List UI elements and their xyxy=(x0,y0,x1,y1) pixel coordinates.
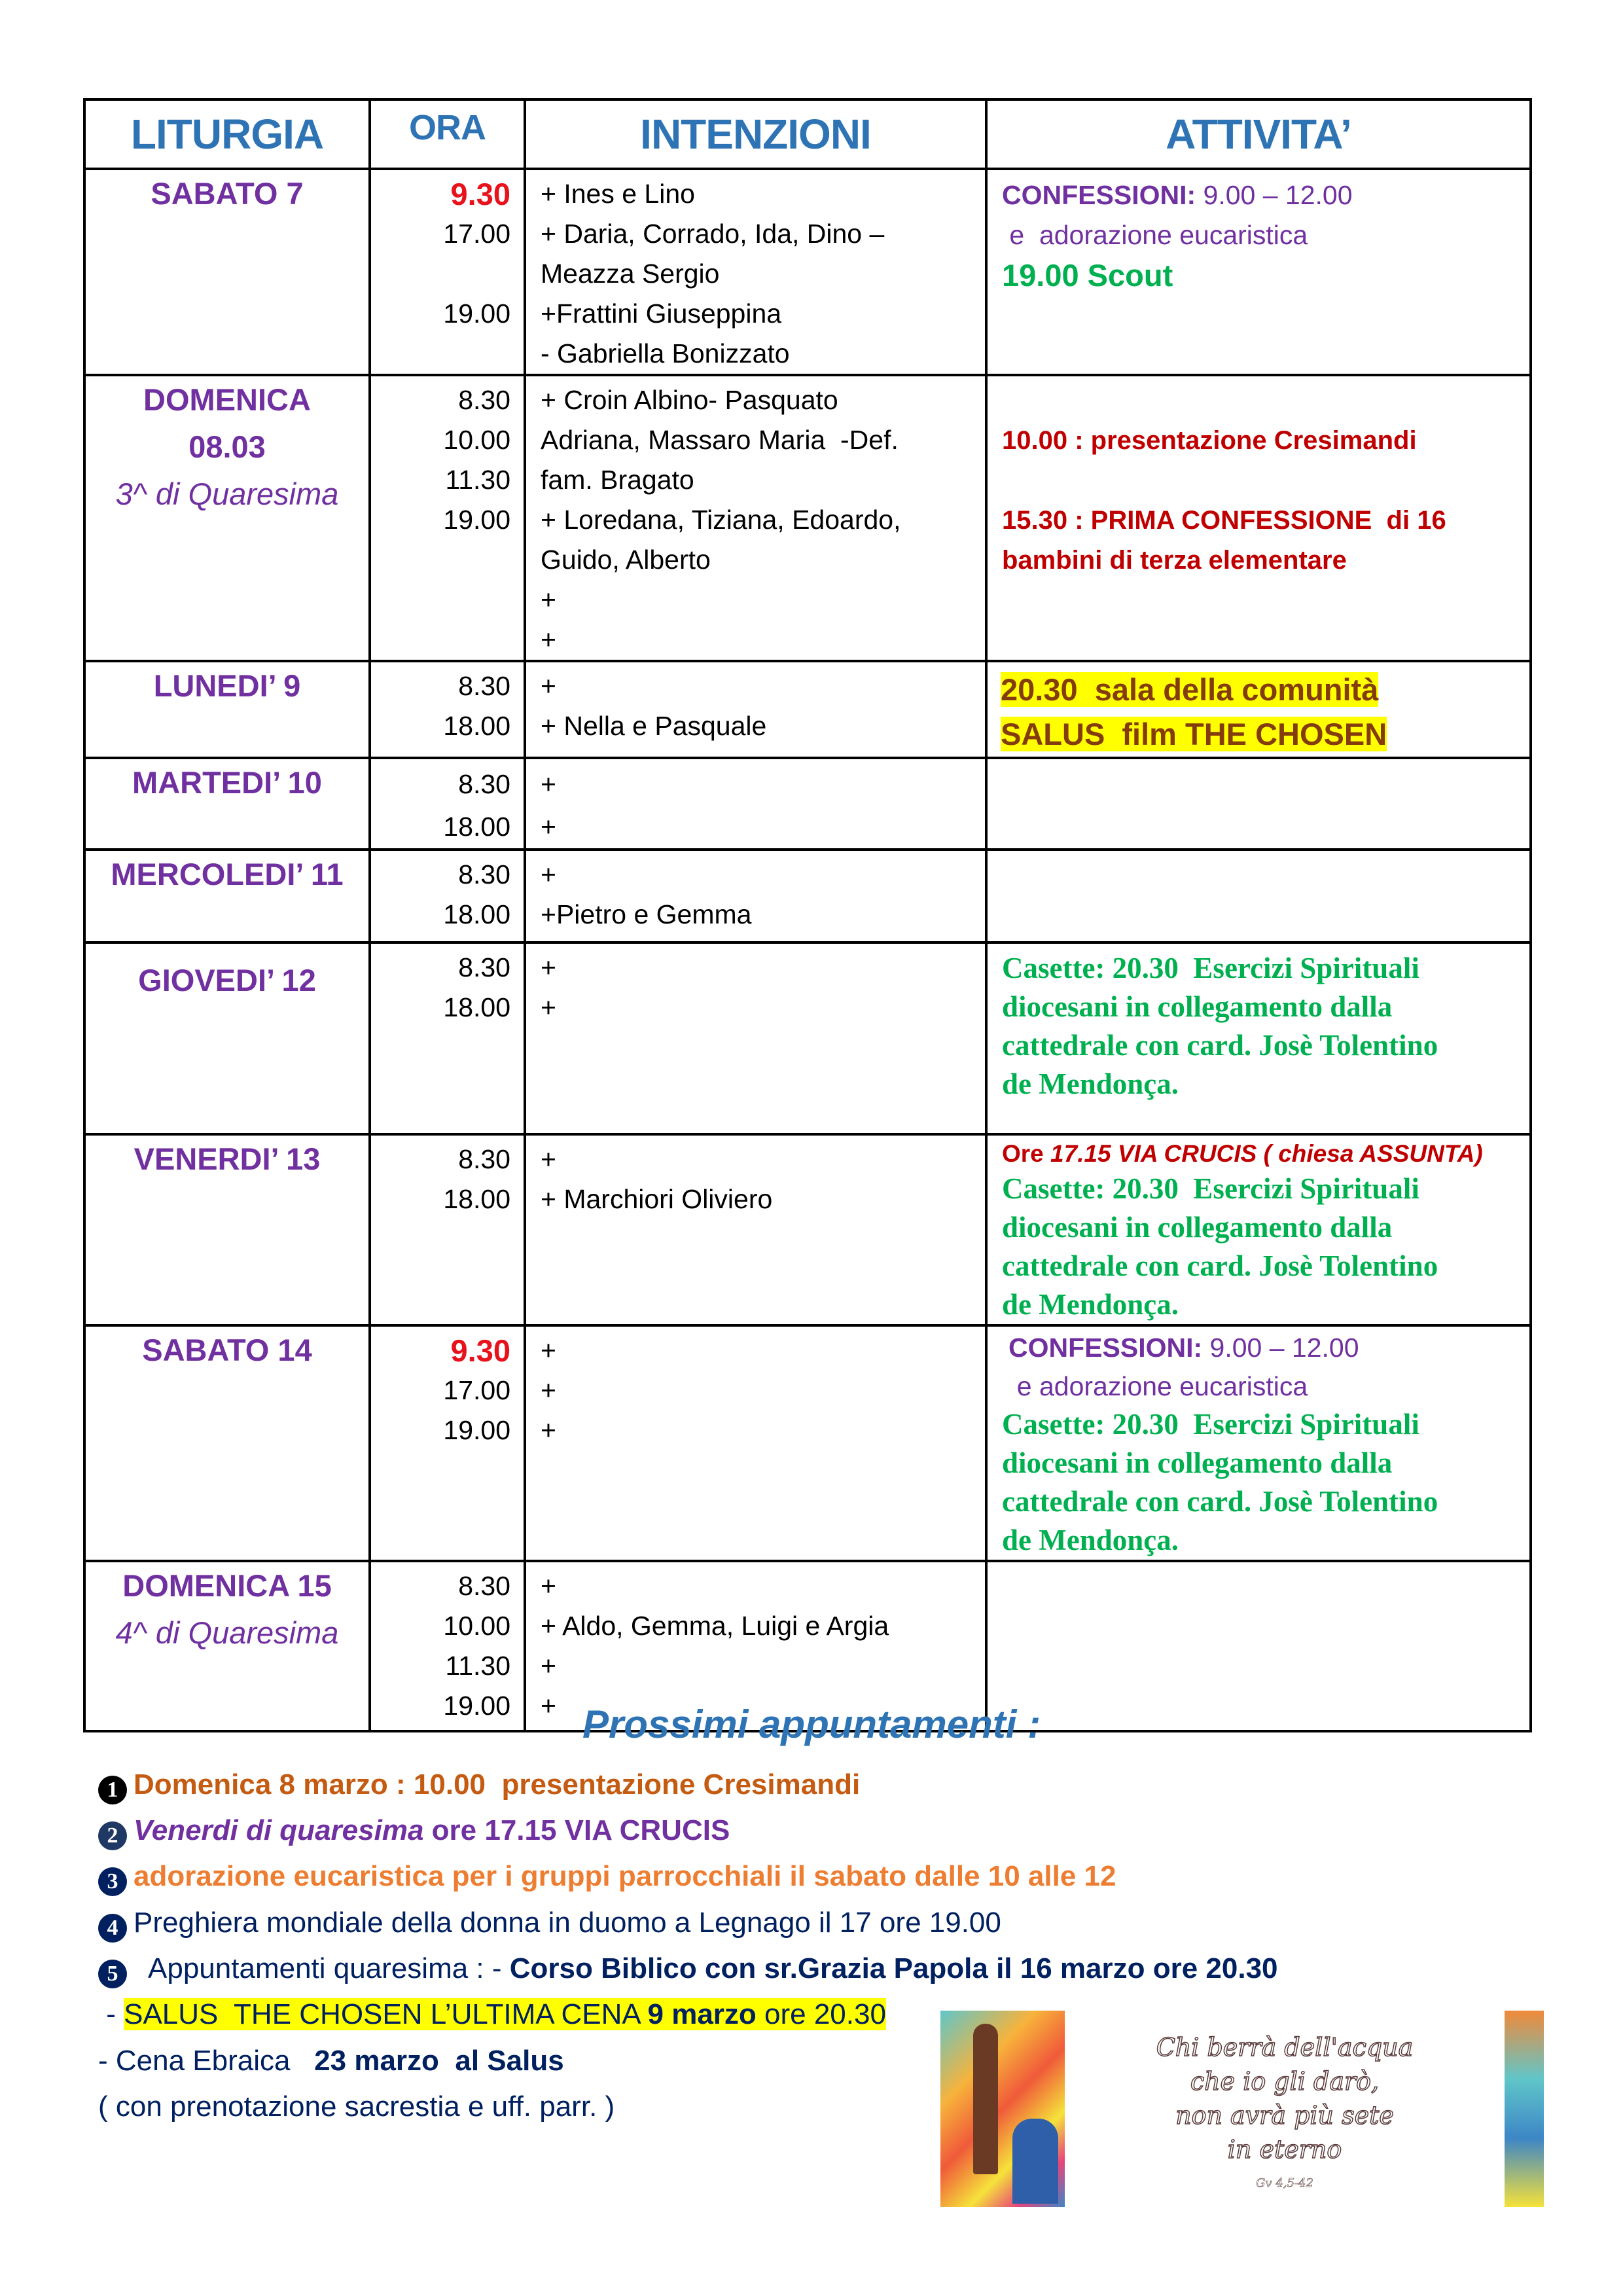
painting-right xyxy=(1505,2011,1544,2207)
time-spacer xyxy=(371,254,510,294)
time-label: 17.00 xyxy=(443,219,510,249)
time-label: 8.30 xyxy=(458,859,510,889)
salus-time: ore 20.30 xyxy=(756,1998,886,2030)
activities-cell xyxy=(986,169,1531,375)
intention-line: + xyxy=(541,1375,556,1405)
appointment-text-italic: Venerdi di quaresima xyxy=(134,1814,424,1846)
intention-line: + Croin Albino- Pasquato xyxy=(541,385,838,415)
intention-line: + Marchiori Oliviero xyxy=(541,1184,773,1214)
intention-line: + Loredana, Tiziana, Edoardo, xyxy=(541,505,901,535)
activities-cell xyxy=(986,375,1531,661)
intention-line: + xyxy=(541,1691,556,1721)
time-label: 10.00 xyxy=(443,1611,510,1641)
appointment-item xyxy=(98,1860,1116,1896)
activity-line: cattedrale con card. Josè Tolentino xyxy=(1002,1029,1438,1062)
activity-line: SALUS film THE CHOSEN xyxy=(1001,717,1387,751)
appointment-text: adorazione eucaristica per i gruppi parrocchiali il sabato dalle 10 alle 12 xyxy=(134,1860,1116,1892)
activities-cell xyxy=(986,850,1531,942)
ora-cell xyxy=(370,1134,525,1325)
intention-line: + xyxy=(541,992,556,1022)
intention-line: + xyxy=(541,1571,556,1601)
appointments-title: Prossimi appuntamenti : xyxy=(582,1702,1041,1746)
activity-line: Casette: 20.30 Esercizi Spirituali xyxy=(1002,1172,1419,1205)
activity-line: Casette: 20.30 Esercizi Spirituali xyxy=(1002,1408,1419,1441)
time-label: 19.00 xyxy=(443,1691,510,1721)
activities-cell xyxy=(986,661,1531,758)
via-crucis-ore: Ore xyxy=(1002,1140,1051,1167)
number-5-icon: 5 xyxy=(98,1960,127,1988)
intention-line: fam. Bragato xyxy=(541,465,694,495)
intention-line: + xyxy=(541,769,556,799)
liturgia-cell xyxy=(84,375,370,661)
header-attivita: ATTIVITA’ xyxy=(986,99,1531,169)
intention-line: Guido, Alberto xyxy=(541,545,711,575)
activity-line: bambini di terza elementare xyxy=(1002,546,1347,575)
activity-line: de Mendonça. xyxy=(1002,1288,1179,1321)
activities-cell xyxy=(986,758,1531,850)
intention-line: +Pietro e Gemma xyxy=(541,899,752,929)
time-label: 18.00 xyxy=(443,711,510,741)
confessioni-label: CONFESSIONI: xyxy=(1002,180,1196,210)
table-row xyxy=(84,169,1531,375)
number-3-icon: 3 xyxy=(98,1867,127,1896)
quote-reference: Gv 4,5-42 xyxy=(1256,2176,1313,2190)
time-label: 18.00 xyxy=(443,812,510,842)
liturgia-cell xyxy=(84,1325,370,1561)
salus-dash: - xyxy=(98,1998,124,2030)
time-label: 18.00 xyxy=(443,899,510,929)
day-label: LUNEDI’ 9 xyxy=(153,668,301,703)
liturgia-cell xyxy=(84,1134,370,1325)
intention-line: + xyxy=(541,859,556,889)
intention-line: + xyxy=(541,624,556,655)
quote-line: che io gli darò, xyxy=(1190,2067,1380,2096)
intention-line: + Ines e Lino xyxy=(541,179,695,209)
liturgia-cell xyxy=(84,169,370,375)
activity-line: diocesani in collegamento dalla xyxy=(1002,1446,1393,1479)
intention-line: Adriana, Massaro Maria -Def. xyxy=(541,425,899,455)
liturgia-cell xyxy=(84,942,370,1134)
table-row xyxy=(84,850,1531,942)
time-label: 8.30 xyxy=(458,1571,510,1601)
intention-line: + xyxy=(541,671,556,701)
table-row xyxy=(84,375,1531,661)
intention-line: +Frattini Giuseppina xyxy=(541,298,782,329)
activities-cell xyxy=(986,1325,1531,1561)
time-label: 18.00 xyxy=(443,1184,510,1214)
cena-line xyxy=(98,2045,564,2077)
day-label: VENERDI’ 13 xyxy=(134,1141,321,1176)
quote-line: Chi berrà dell'acqua xyxy=(1156,2033,1414,2062)
activity-line: de Mendonça. xyxy=(1002,1524,1179,1556)
figure-woman xyxy=(973,2024,998,2174)
table-row xyxy=(84,1134,1531,1325)
figure-jesus xyxy=(1012,2119,1058,2204)
activity-line: cattedrale con card. Josè Tolentino xyxy=(1002,1485,1438,1518)
scout-text: 19.00 Scout xyxy=(1002,258,1173,293)
time-label: 19.00 xyxy=(443,505,510,535)
header-intenzioni: INTENZIONI xyxy=(525,99,986,169)
activity-line: diocesani in collegamento dalla xyxy=(1002,990,1393,1023)
quote-line: in eterno xyxy=(1227,2135,1342,2164)
quote-line: non avrà più sete xyxy=(1175,2101,1394,2130)
activity-line: de Mendonça. xyxy=(1002,1067,1179,1100)
salus-date: 9 marzo xyxy=(647,1998,757,2030)
gospel-quote xyxy=(1071,2030,1498,2200)
intention-line: + Daria, Corrado, Ida, Dino – xyxy=(541,219,885,249)
time-label: 9.30 xyxy=(450,1333,510,1368)
confessioni-time: 9.00 – 12.00 xyxy=(1202,1333,1359,1363)
intention-line: Meazza Sergio xyxy=(541,259,720,289)
intention-line: + Nella e Pasquale xyxy=(541,711,767,741)
ora-cell xyxy=(370,942,525,1134)
intention-line: + xyxy=(541,1144,556,1174)
activity-line: 20.30 sala della comunità xyxy=(1001,672,1379,707)
time-label: 11.30 xyxy=(445,465,510,495)
activities-cell xyxy=(986,1134,1531,1325)
appointment-item xyxy=(98,1907,1001,1943)
activity-line: Casette: 20.30 Esercizi Spirituali xyxy=(1002,952,1419,984)
cena-date: 23 marzo al Salus xyxy=(314,2045,564,2077)
day-label: MERCOLEDI’ 11 xyxy=(111,857,344,891)
time-label: 17.00 xyxy=(443,1375,510,1405)
via-crucis-text: 17.15 VIA CRUCIS ( chiesa ASSUNTA) xyxy=(1050,1140,1483,1167)
activity-line: 15.30 : PRIMA CONFESSIONE di 16 xyxy=(1002,506,1446,535)
samaritan-woman-image xyxy=(940,2011,1544,2207)
liturgia-cell xyxy=(84,661,370,758)
intention-line: + xyxy=(541,1415,556,1445)
appointment-text: Domenica 8 marzo : 10.00 presentazione Cresimandi xyxy=(134,1768,861,1801)
liturgia-cell xyxy=(84,758,370,850)
day-label: MARTEDI’ 10 xyxy=(132,765,322,800)
table-row xyxy=(84,942,1531,1134)
table-row xyxy=(84,1325,1531,1561)
day-label: SABATO 14 xyxy=(142,1333,312,1367)
lent-week-label: 3^ di Quaresima xyxy=(115,476,339,511)
day-label: DOMENICA xyxy=(143,382,311,417)
intention-line: + xyxy=(541,812,556,842)
appointment-text: ore 17.15 VIA CRUCIS xyxy=(423,1814,730,1846)
ora-cell xyxy=(370,375,525,661)
ora-cell xyxy=(370,758,525,850)
salus-line xyxy=(98,1998,886,2031)
confessioni-label: CONFESSIONI: xyxy=(1008,1333,1203,1363)
schedule-table xyxy=(83,98,1532,1732)
day-label: DOMENICA 15 xyxy=(122,1568,332,1603)
ora-cell xyxy=(370,850,525,942)
intention-line: + xyxy=(541,952,556,982)
table-row xyxy=(84,758,1531,850)
intentions-cell xyxy=(525,942,986,1134)
confessioni-time: 9.00 – 12.00 xyxy=(1196,180,1353,210)
header-ora: ORA xyxy=(370,99,525,169)
intention-line: + xyxy=(541,1335,556,1365)
time-label: 19.00 xyxy=(443,1415,510,1445)
appointment-item xyxy=(98,1768,860,1804)
time-label: 11.30 xyxy=(445,1651,510,1681)
time-label: 9.30 xyxy=(450,177,510,211)
day-label: GIOVEDI’ 12 xyxy=(138,963,316,997)
intentions-cell xyxy=(525,1325,986,1561)
activities-cell xyxy=(986,942,1531,1134)
liturgia-cell xyxy=(84,850,370,942)
number-2-icon: 2 xyxy=(98,1821,127,1850)
appointment-item xyxy=(98,1952,1278,1988)
time-label: 19.00 xyxy=(443,298,510,329)
adorazione-text: e adorazione eucaristica xyxy=(1002,220,1308,250)
header-liturgia: LITURGIA xyxy=(84,99,370,169)
activity-line: cattedrale con card. Josè Tolentino xyxy=(1002,1249,1438,1282)
number-4-icon: 4 xyxy=(98,1914,127,1943)
time-label: 8.30 xyxy=(458,385,510,415)
time-label: 8.30 xyxy=(458,671,510,701)
intentions-cell xyxy=(525,169,986,375)
intention-line: + xyxy=(541,1651,556,1681)
number-1-icon: 1 xyxy=(98,1776,127,1804)
intentions-cell xyxy=(525,661,986,758)
time-label: 8.30 xyxy=(458,769,510,799)
day-label: SABATO 7 xyxy=(151,176,304,211)
intention-line: - Gabriella Bonizzato xyxy=(541,338,790,368)
intentions-cell xyxy=(525,1134,986,1325)
activity-line: 10.00 : presentazione Cresimandi xyxy=(1002,426,1417,455)
intentions-cell xyxy=(525,375,986,661)
time-label: 18.00 xyxy=(443,992,510,1022)
intentions-cell xyxy=(525,850,986,942)
cena-text: - Cena Ebraica xyxy=(98,2045,315,2077)
table-row xyxy=(84,661,1531,758)
time-label: 8.30 xyxy=(458,952,510,982)
ora-cell xyxy=(370,1325,525,1561)
appointment-text-bold: Corso Biblico con sr.Grazia Papola il 16 marzo ore 20.30 xyxy=(509,1952,1278,1984)
time-label: 10.00 xyxy=(443,425,510,455)
adorazione-text: e adorazione eucaristica xyxy=(1002,1371,1308,1401)
intentions-cell xyxy=(525,758,986,850)
date-label: 08.03 xyxy=(188,429,266,464)
table-header-row xyxy=(84,99,1531,169)
ora-cell xyxy=(370,661,525,758)
intention-line: + Aldo, Gemma, Luigi e Argia xyxy=(541,1611,889,1641)
time-label: 8.30 xyxy=(458,1144,510,1174)
activity-line: diocesani in collegamento dalla xyxy=(1002,1211,1393,1244)
activity-spacer xyxy=(1002,461,1529,501)
intention-line: + xyxy=(541,584,556,615)
lent-week-label: 4^ di Quaresima xyxy=(115,1615,339,1650)
booking-note: ( con prenotazione sacrestia e uff. parr. ) xyxy=(98,2090,615,2123)
salus-text: SALUS THE CHOSEN L’ULTIMA CENA xyxy=(124,1998,648,2030)
appointment-text: Appuntamenti quaresima : - xyxy=(134,1952,510,1984)
appointment-item xyxy=(98,1814,730,1850)
appointment-text: Preghiera mondiale della donna in duomo a Legnago il 17 ore 19.00 xyxy=(134,1907,1001,1939)
ora-cell xyxy=(370,169,525,375)
